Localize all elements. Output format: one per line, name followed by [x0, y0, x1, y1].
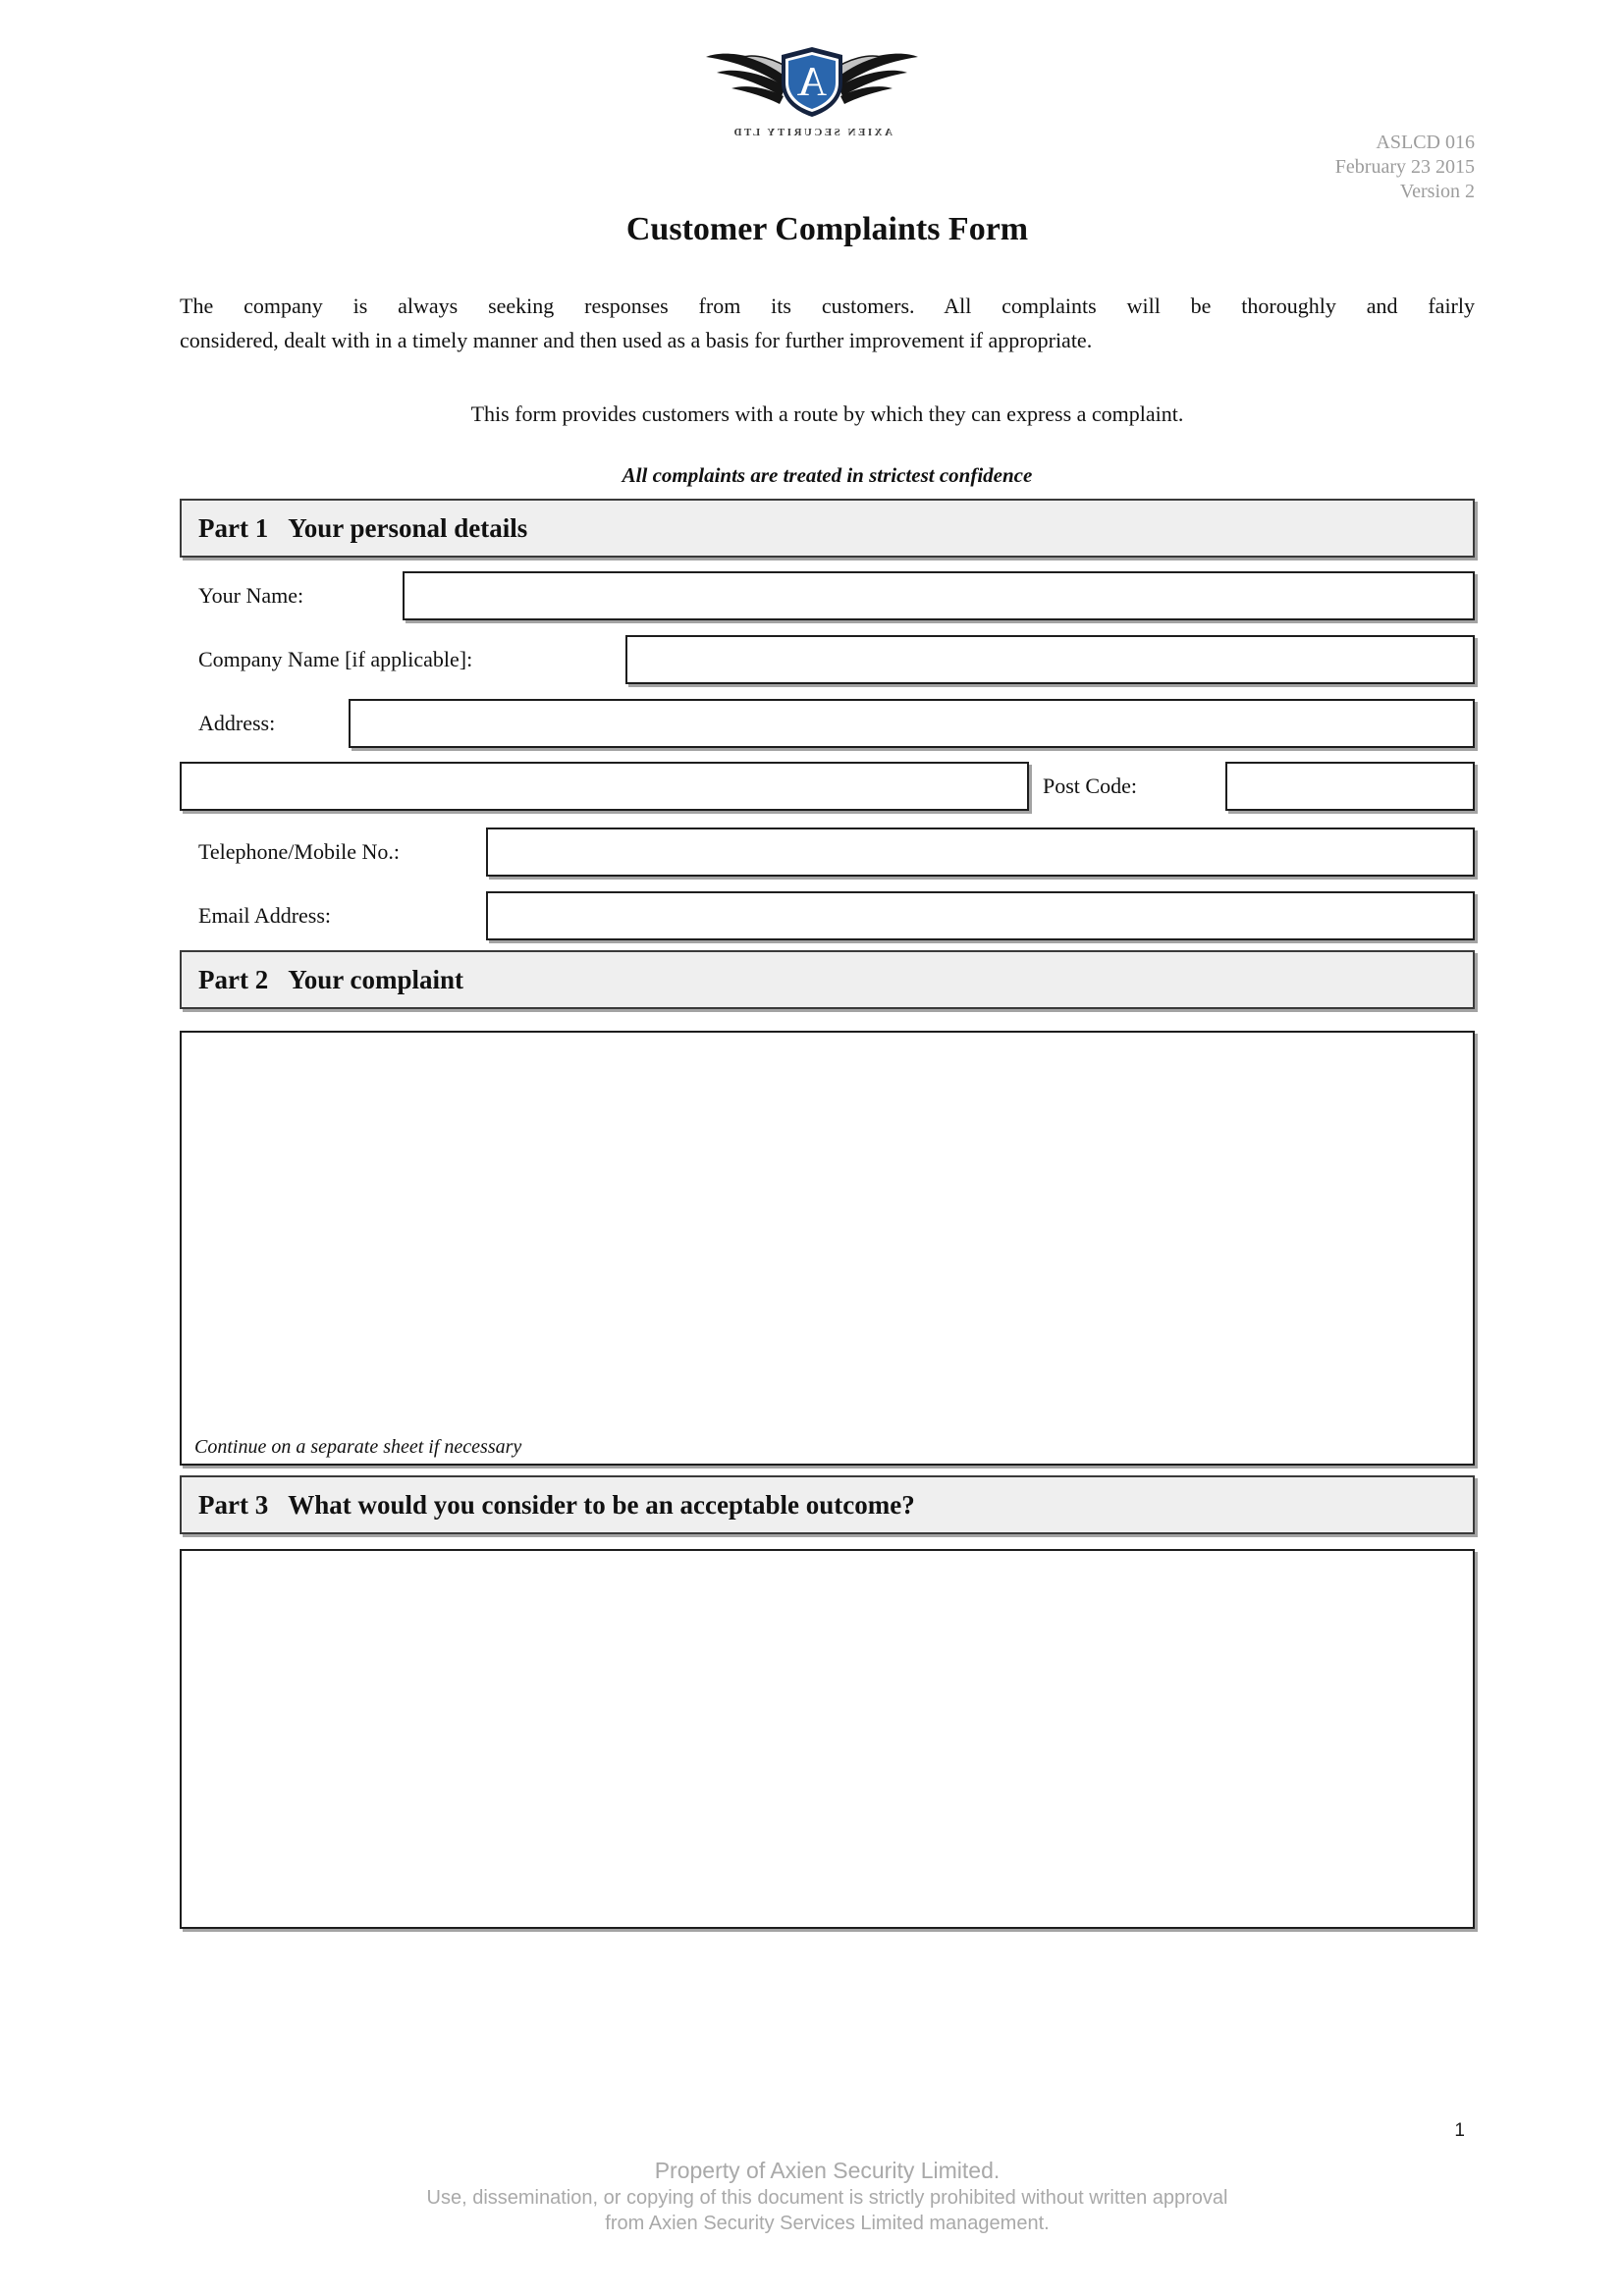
doc-code: ASLCD 016	[1376, 132, 1475, 153]
doc-version: Version 2	[1399, 181, 1475, 202]
document-meta	[1335, 131, 1475, 204]
intro-line-2: considered, dealt with in a timely manner and then used as a basis for further improvement if appropriate.	[180, 328, 1093, 352]
page-title: Customer Complaints Form	[625, 211, 1029, 247]
email-row	[180, 891, 1475, 940]
left-wing-icon	[832, 54, 918, 104]
telephone-row	[180, 828, 1475, 877]
company-name-label: Company Name [if applicable]:	[198, 647, 473, 671]
right-wing-icon	[706, 54, 792, 104]
part3-header	[180, 1475, 1475, 1534]
company-name-input[interactable]	[625, 635, 1475, 684]
company-logo	[699, 43, 925, 138]
continue-note: Continue on a separate sheet if necessary	[194, 1436, 522, 1458]
route-statement: This form provides customers with a route by which they can express a complaint.	[470, 401, 1184, 426]
address-line2-input[interactable]	[180, 762, 1029, 811]
complaint-box	[180, 1031, 1475, 1466]
footer-line-2: Use, dissemination, or copying of this document is strictly prohibited without written approval	[426, 2187, 1228, 2209]
logo-monogram: A	[796, 60, 828, 105]
address-row	[180, 699, 1475, 748]
part2-heading: Your complaint	[288, 964, 463, 994]
part2-number: Part 2	[198, 964, 269, 994]
address-label: Address:	[198, 711, 276, 735]
outcome-box	[180, 1549, 1475, 1929]
your-name-input[interactable]	[403, 571, 1475, 620]
logo-shield-icon	[782, 47, 842, 117]
complaint-textarea[interactable]	[182, 1033, 1473, 1428]
part3-heading: What would you consider to be an acceptable outcome?	[288, 1489, 915, 1520]
post-code-label: Post Code:	[1043, 774, 1137, 798]
post-code-input[interactable]	[1225, 762, 1475, 811]
doc-date: February 23 2015	[1334, 156, 1475, 178]
page-number: 1	[1454, 2120, 1465, 2141]
company-name-row	[180, 635, 1475, 684]
footer-line-3: from Axien Security Services Limited management.	[605, 2213, 1050, 2234]
logo-wings-shield-icon	[699, 43, 925, 120]
telephone-label: Telephone/Mobile No.:	[198, 839, 400, 864]
email-input[interactable]	[486, 891, 1475, 940]
outcome-textarea[interactable]	[182, 1551, 1473, 1927]
footer	[180, 2156, 1475, 2236]
telephone-input[interactable]	[486, 828, 1475, 877]
logo-caption: AXIEN SECURITY LTD	[731, 127, 893, 138]
part1-heading: Your personal details	[288, 512, 528, 543]
address-input[interactable]	[349, 699, 1475, 748]
your-name-row	[180, 571, 1475, 620]
email-label: Email Address:	[198, 903, 332, 928]
address-line2-row	[180, 762, 1475, 811]
page-header	[180, 0, 1475, 208]
confidence-statement: All complaints are treated in strictest confidence	[622, 463, 1033, 487]
part2-header	[180, 950, 1475, 1009]
your-name-label: Your Name:	[198, 583, 304, 608]
part3-number: Part 3	[198, 1489, 269, 1520]
part1-header	[180, 499, 1475, 558]
intro-paragraph	[180, 289, 1475, 357]
part1-number: Part 1	[198, 512, 269, 543]
footer-line-1: Property of Axien Security Limited.	[654, 2158, 1001, 2183]
intro-line-1: The company is always seeking responses from its customers. All complaints will be thoroughly and fairly	[180, 294, 1475, 318]
